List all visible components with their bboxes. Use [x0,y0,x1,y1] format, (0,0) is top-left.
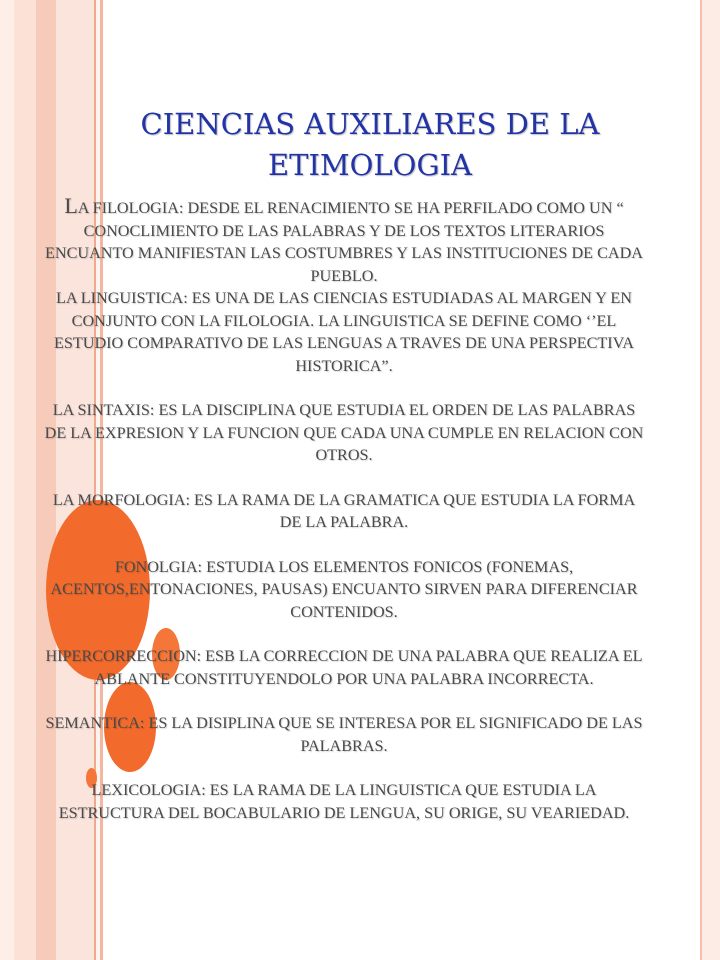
paragraph-sintaxis: LA SINTAXIS: ES LA DISCIPLINA QUE ESTUDIA EL ORDEN DE LAS PALABRAS DE LA EXPRESION Y LA FUNCION QUE CADA UNA CUMPLE EN RELACION CON OTROS. [44,401,644,464]
content-body [44,195,644,846]
paragraph-filologia [44,195,644,287]
decor-stripe-pale [0,0,14,960]
paragraph-hipercorreccion: HIPERCORRECCION: ESB LA CORRECCION DE UNA PALABRA QUE REALIZA EL ABLANTE CONSTITUYENDOLO POR UNA PALABRA INCORRECTA. [45,647,643,688]
paragraph-fonologia: FONOLGIA: ESTUDIA LOS ELEMENTOS FONICOS (FONEMAS, ACENTOS,ENTONACIONES, PAUSAS) ENCUANTO SIRVEN PARA DIFERENCIAR CONTENIDOS. [50,557,638,621]
paragraph-semantica: SEMANTICA: ES LA DISIPLINA QUE SE INTERESA POR EL SIGNIFICADO DE LAS PALABRAS. [45,714,643,755]
decor-stripe-right-band [702,0,720,960]
paragraph-lexicologia: LEXICOLOGIA: ES LA RAMA DE LA LINGUISTICA QUE ESTUDIA LA ESTRUCTURA DEL BOCABULARIO DE LENGUA, SU ORIGE, SU VEARIEDAD. [58,781,630,822]
paragraph-morfologia: LA MORFOLOGIA: ES LA RAMA DE LA GRAMATICA QUE ESTUDIA LA FORMA DE LA PALABRA. [52,490,636,531]
decor-stripe-light [14,0,36,960]
paragraph-filologia-text: A FILOLOGIA: DESDE EL RENACIMIENTO SE HA PERFILADO COMO UN “ CONOCLIMIENTO DE LAS PALABRAS Y DE LOS TEXTOS LITERARIOS ENCUANTO MANIFIESTAN LAS COSTUMBRES Y LAS INSTITUCIONES DE CADA PUEBLO. [45,199,643,285]
page-title: CIENCIAS AUXILIARES DE LA ETIMOLOGIA [140,107,600,182]
paragraph-linguistica: LA LINGUISTICA: ES UNA DE LAS CIENCIAS ESTUDIADAS AL MARGEN Y EN CONJUNTO CON LA FILOLOGIA. LA LINGUISTICA SE DEFINE COMO ‘’EL ESTUDIO COMPARATIVO DE LAS LENGUAS A TRAVES DE UNA PERSPECTIVA HISTORICA”. [54,289,634,375]
drop-cap-letter: L [64,193,78,218]
